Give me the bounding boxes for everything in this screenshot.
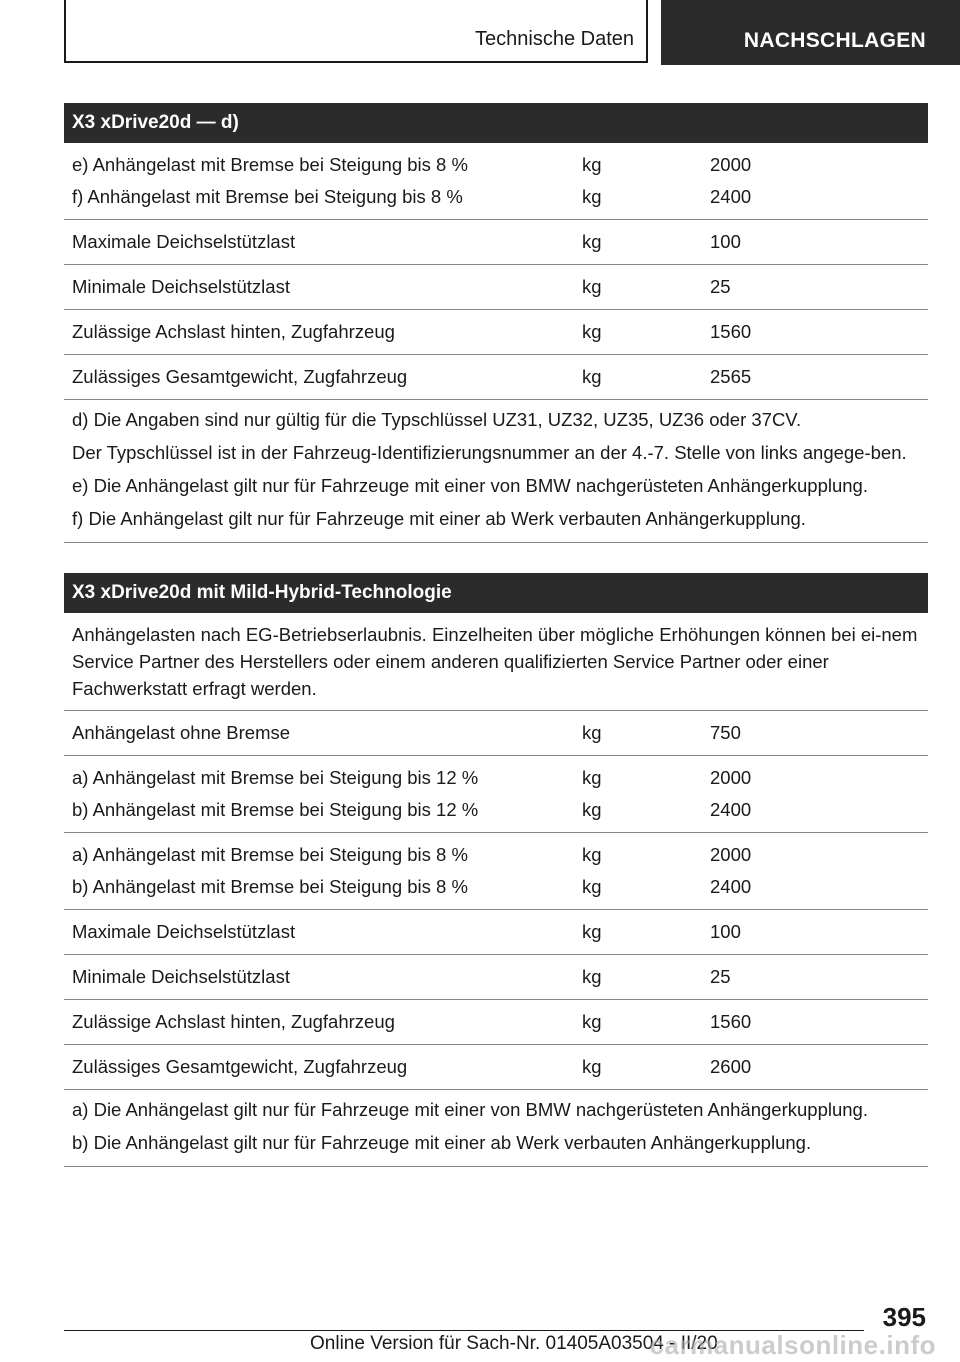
table-row [64, 361, 928, 393]
chapter-tab-label: NACHSCHLAGEN [743, 29, 926, 52]
table-row [64, 316, 928, 348]
table-row [64, 1051, 928, 1083]
page-content [64, 103, 928, 1167]
row-unit: kg [582, 799, 602, 820]
row-group [64, 955, 928, 1000]
row-label: Maximale Deichselstützlast [72, 231, 296, 252]
watermark: carmanualsonline.info [649, 1330, 936, 1360]
footnote: Der Typschlüssel ist in der Fahrzeug-Identifizierungsnummer an der 4.-7. Stelle von links angege-ben. [72, 442, 907, 463]
row-unit: kg [582, 767, 602, 788]
table-row [64, 1006, 928, 1038]
table-row [64, 181, 928, 213]
table-row [64, 961, 928, 993]
row-group [64, 711, 928, 756]
footnote: f) Die Anhängelast gilt nur für Fahrzeuge mit einer ab Werk verbauten Anhängerkupplung. [72, 508, 806, 529]
table-title: X3 xDrive20d — d) [64, 103, 928, 143]
row-unit: kg [582, 966, 602, 987]
row-unit: kg [582, 154, 602, 175]
row-unit: kg [582, 321, 602, 342]
footnote: b) Die Anhängelast gilt nur für Fahrzeuge mit einer ab Werk verbauten Anhängerkupplung. [72, 1132, 812, 1153]
row-value: 2600 [710, 1056, 752, 1077]
table-row [64, 794, 928, 826]
row-label: a) Anhängelast mit Bremse bei Steigung bis 8 % [72, 844, 468, 865]
row-unit: kg [582, 276, 602, 297]
row-label: Zulässige Achslast hinten, Zugfahrzeug [72, 321, 395, 342]
chapter-tab[interactable] [661, 0, 960, 65]
row-unit: kg [582, 921, 602, 942]
row-unit: kg [582, 844, 602, 865]
row-value: 100 [710, 921, 741, 942]
row-label: Zulässige Achslast hinten, Zugfahrzeug [72, 1011, 395, 1032]
row-label: b) Anhängelast mit Bremse bei Steigung bis 12 % [72, 799, 479, 820]
row-group [64, 756, 928, 833]
row-group [64, 220, 928, 265]
table-row [64, 226, 928, 258]
row-group [64, 310, 928, 355]
row-unit: kg [582, 722, 602, 743]
row-value: 100 [710, 231, 741, 252]
table-row [64, 916, 928, 948]
row-unit: kg [582, 366, 602, 387]
table-footnotes [64, 1090, 928, 1167]
header-frame [64, 0, 648, 63]
row-unit: kg [582, 186, 602, 207]
row-unit: kg [582, 231, 602, 252]
section-title: Technische Daten [475, 28, 634, 50]
row-label: Minimale Deichselstützlast [72, 276, 290, 297]
table-footnotes [64, 400, 928, 543]
row-value: 25 [710, 276, 731, 297]
row-value: 2000 [710, 767, 752, 788]
footnote: d) Die Angaben sind nur gültig für die Typschlüssel UZ31, UZ32, UZ35, UZ36 oder 37CV. [72, 409, 802, 430]
row-label: f) Anhängelast mit Bremse bei Steigung bis 8 % [72, 186, 463, 207]
table-row [64, 717, 928, 749]
row-label: Anhängelast ohne Bremse [72, 722, 291, 743]
row-label: Zulässiges Gesamtgewicht, Zugfahrzeug [72, 1056, 408, 1077]
row-value: 2000 [710, 154, 752, 175]
footnote: a) Die Anhängelast gilt nur für Fahrzeuge mit einer von BMW nachgerüsteten Anhängerkupplung. [72, 1099, 868, 1120]
row-label: e) Anhängelast mit Bremse bei Steigung bis 8 % [72, 154, 468, 175]
table-row [64, 871, 928, 903]
row-label: b) Anhängelast mit Bremse bei Steigung bis 8 % [72, 876, 468, 897]
page-number: 395 [882, 1302, 926, 1332]
row-value: 2400 [710, 186, 752, 207]
row-value: 1560 [710, 321, 752, 342]
spec-table-x3-xdrive20d-mild-hybrid [64, 573, 928, 1167]
table-intro: Anhängelasten nach EG-Betriebserlaubnis. Einzelheiten über mögliche Erhöhungen können bei ei-nem Service Partner des Herstellers oder einem anderen qualifizierten Service Partner oder einer Fachwerkstatt erfragt werden. [64, 613, 928, 711]
row-group [64, 265, 928, 310]
row-group [64, 143, 928, 220]
row-value: 2565 [710, 366, 752, 387]
row-unit: kg [582, 1011, 602, 1032]
row-label: a) Anhängelast mit Bremse bei Steigung bis 12 % [72, 767, 479, 788]
table-title: X3 xDrive20d mit Mild-Hybrid-Technologie [64, 573, 928, 613]
table-row [64, 762, 928, 794]
row-group [64, 910, 928, 955]
spec-table-x3-xdrive20d [64, 103, 928, 543]
row-value: 25 [710, 966, 731, 987]
table-row [64, 839, 928, 871]
row-label: Minimale Deichselstützlast [72, 966, 290, 987]
table-row [64, 271, 928, 303]
row-label: Maximale Deichselstützlast [72, 921, 296, 942]
table-row [64, 149, 928, 181]
row-group [64, 833, 928, 910]
row-value: 2400 [710, 876, 752, 897]
row-label: Zulässiges Gesamtgewicht, Zugfahrzeug [72, 366, 408, 387]
footnote: e) Die Anhängelast gilt nur für Fahrzeuge mit einer von BMW nachgerüsteten Anhängerkupplung. [72, 475, 868, 496]
row-value: 750 [710, 722, 741, 743]
row-value: 2000 [710, 844, 752, 865]
row-unit: kg [582, 876, 602, 897]
row-value: 1560 [710, 1011, 752, 1032]
row-unit: kg [582, 1056, 602, 1077]
online-version-note: Online Version für Sach-Nr. 01405A03504 - II/20 [310, 1333, 718, 1354]
row-group [64, 1045, 928, 1090]
row-value: 2400 [710, 799, 752, 820]
row-group [64, 355, 928, 400]
row-group [64, 1000, 928, 1045]
